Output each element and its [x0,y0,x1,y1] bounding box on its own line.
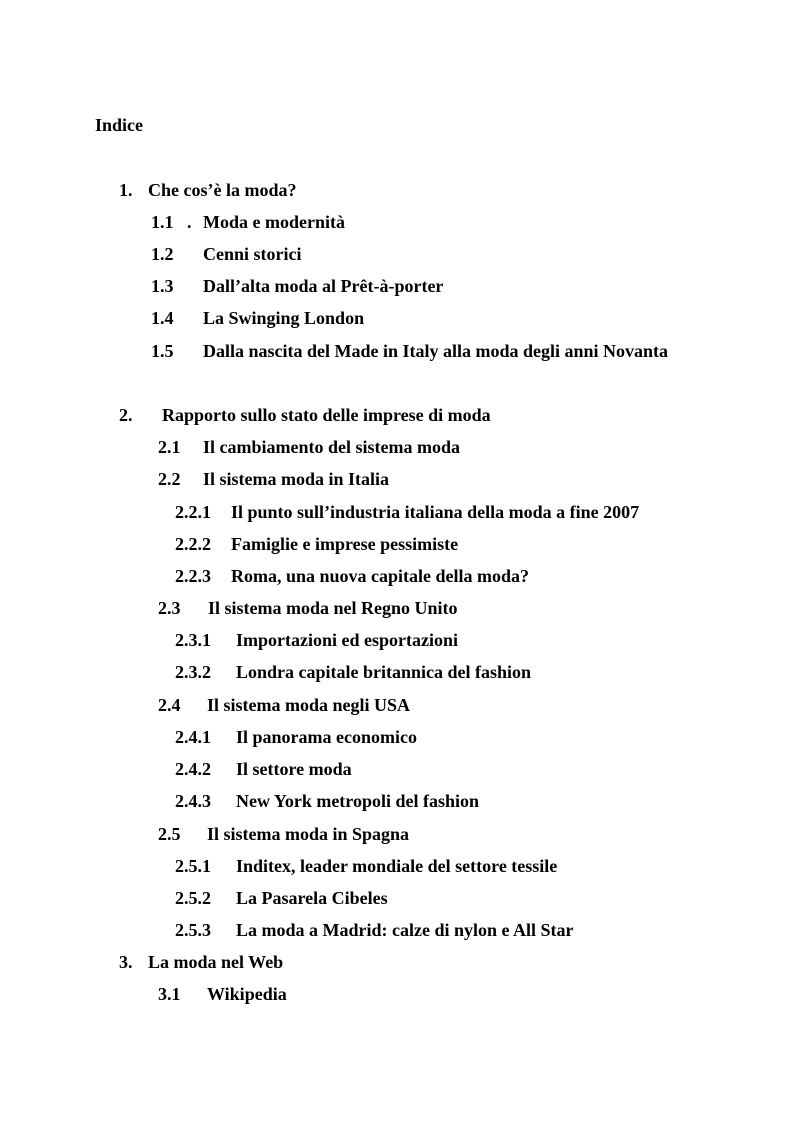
toc-number: 2.5 [158,824,181,844]
toc-number: 2.2.3 [175,566,211,586]
toc-number: 2.3.1 [175,630,211,650]
toc-number-separator: . [187,212,192,232]
toc-number: 2.4 [158,695,181,715]
toc-heading [95,114,143,136]
toc-title: La moda nel Web [148,952,284,972]
toc-title: Wikipedia [207,984,287,1004]
page-title: Indice [95,115,144,135]
toc-number: 3.1 [158,984,181,1004]
toc-number: 1. [119,180,133,200]
toc-title: Il settore moda [236,759,352,779]
toc-number: 2.2.1 [175,502,211,522]
toc-number: 2.4.1 [175,727,211,747]
toc-number: 2.3 [158,598,181,618]
toc-title: Il panorama economico [236,727,417,747]
toc-title: Moda e modernità [203,212,345,232]
toc-title: La Pasarela Cibeles [236,888,388,908]
toc-title: Inditex, leader mondiale del settore tessile [236,856,558,876]
toc-number: 2.1 [158,437,181,457]
toc-title: Il sistema moda in Spagna [207,824,410,844]
toc-number: 2.4.3 [175,791,211,811]
toc-number: 2. [119,405,133,425]
toc-title: Cenni storici [203,244,302,264]
toc-number: 2.5.2 [175,888,211,908]
toc-number: 1.3 [151,276,174,296]
toc-number: 2.4.2 [175,759,211,779]
toc-title: Roma, una nuova capitale della moda? [231,566,530,586]
toc-title: Il punto sull’industria italiana della moda a fine 2007 [231,502,640,522]
toc-title: Importazioni ed esportazioni [236,630,458,650]
toc-number: 2.2 [158,469,181,489]
toc-title: Che cos’è la moda? [148,180,297,200]
toc-title: La Swinging London [203,308,365,328]
toc-number: 2.5.1 [175,856,211,876]
toc-title: Famiglie e imprese pessimiste [231,534,459,554]
toc-title: Il sistema moda nel Regno Unito [208,598,458,618]
toc-title: Rapporto sullo stato delle imprese di moda [162,405,491,425]
toc-title: La moda a Madrid: calze di nylon e All Star [236,920,574,940]
toc-title: Dalla nascita del Made in Italy alla moda degli anni Novanta [203,341,669,361]
toc-title: Il sistema moda negli USA [207,695,411,715]
toc-number: 1.4 [151,308,174,328]
toc-number: 2.3.2 [175,662,211,682]
toc-number: 1.1 [151,212,174,232]
toc-number: 1.2 [151,244,174,264]
toc-title: Londra capitale britannica del fashion [236,662,532,682]
toc-title: Il cambiamento del sistema moda [203,437,460,457]
toc-number: 2.5.3 [175,920,211,940]
toc-title: Dall’alta moda al Prêt-à-porter [203,276,444,296]
toc-title: Il sistema moda in Italia [203,469,390,489]
toc-number: 1.5 [151,341,174,361]
toc-number: 2.2.2 [175,534,211,554]
toc-title: New York metropoli del fashion [236,791,479,811]
toc-number: 3. [119,952,133,972]
